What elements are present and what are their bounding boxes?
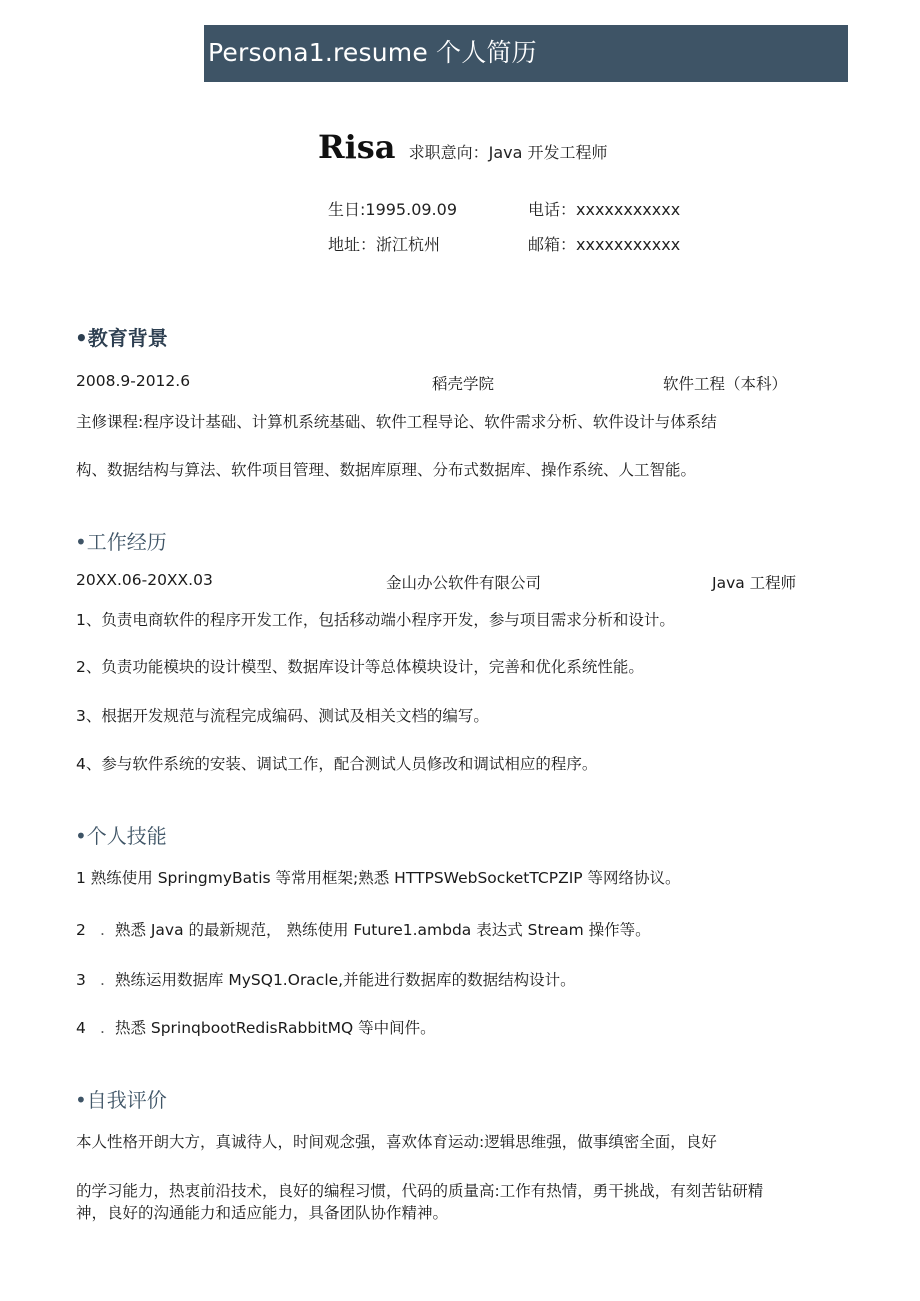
skill-dot: . — [100, 921, 105, 939]
skill-text: 热悉 SprinqbootRedisRabbitMQ 等中间件。 — [114, 1019, 436, 1037]
address: 地址：浙江杭州 — [328, 235, 441, 254]
self-evaluation-heading: •自我评价 — [75, 1088, 167, 1112]
banner-title: Persona1.resume 个人简历 — [208, 38, 537, 67]
work-duty: 4、参与软件系统的安装、调试工作，配合测试人员修改和调试相应的程序。 — [76, 755, 598, 773]
work-heading: •工作经历 — [75, 530, 167, 554]
skill-number: 3 — [76, 971, 86, 989]
phone: 电话：xxxxxxxxxxx — [528, 200, 681, 219]
candidate-name: Risa — [318, 128, 396, 166]
job-objective: 求职意向：Java 开发工程师 — [408, 143, 608, 162]
work-duty: 2、负责功能模块的设计模型、数据库设计等总体模块设计，完善和优化系统性能。 — [76, 658, 644, 676]
work-duty: 3、根据开发规范与流程完成编码、测试及相关文档的编写。 — [76, 707, 489, 725]
skill-number: 2 — [76, 921, 86, 939]
work-company: 金山办公软件有限公司 — [386, 574, 542, 592]
skill-item: 1 熟练使用 SpringmyBatis 等常用框架;熟悉 HTTPSWebSocketTCPZIP 等网络协议。 — [76, 869, 681, 887]
self-evaluation-line1: 本人性格开朗大方，真诚待人，时间观念强，喜欢体育运动:逻辑思维强，做事缜密全面，良好 — [76, 1133, 717, 1151]
skill-text: 熟悉 Java 的最新规范， 熟练使用 Future1.ambda 表达式 Stream 操作等。 — [114, 921, 651, 939]
work-position: Java 工程师 — [712, 574, 797, 592]
education-courses-line2: 构、数据结构与算法、软件项目管理、数据库原理、分布式数据库、操作系统、人工智能。 — [76, 461, 697, 479]
title-banner — [204, 25, 848, 82]
skill-number: 4 — [76, 1019, 86, 1037]
self-evaluation-line3: 神，良好的沟通能力和适应能力，具备团队协作精神。 — [76, 1204, 449, 1222]
skills-heading: •个人技能 — [75, 824, 167, 848]
skill-dot: . — [100, 1019, 105, 1037]
education-major: 软件工程（本科） — [663, 375, 788, 393]
skill-item — [76, 1016, 436, 1038]
work-duty: 1、负责电商软件的程序开发工作，包括移动端小程序开发，参与项目需求分析和设计。 — [76, 611, 675, 629]
skill-item — [76, 918, 651, 940]
education-school: 稻壳学院 — [432, 375, 495, 393]
email: 邮箱：xxxxxxxxxxx — [528, 235, 681, 254]
skill-text: 熟练运用数据库 MySQ1.Oracle,并能进行数据库的数据结构设计。 — [114, 971, 576, 989]
work-period: 20XX.06-20XX.03 — [76, 571, 213, 589]
name-row — [318, 128, 607, 166]
education-period: 2008.9-2012.6 — [76, 372, 191, 390]
education-courses-line1: 主修课程:程序设计基础、计算机系统基础、软件工程导论、软件需求分析、软件设计与体系结 — [76, 413, 717, 431]
birthday: 生日:1995.09.09 — [328, 200, 458, 219]
skill-dot: . — [100, 971, 105, 989]
education-heading: •教育背景 — [75, 326, 168, 350]
skill-item — [76, 968, 576, 990]
self-evaluation-line2: 的学习能力，热衷前沿技术，良好的编程习惯，代码的质量高:工作有热情，勇干挑战，有刻苦钻研精 — [76, 1182, 764, 1200]
